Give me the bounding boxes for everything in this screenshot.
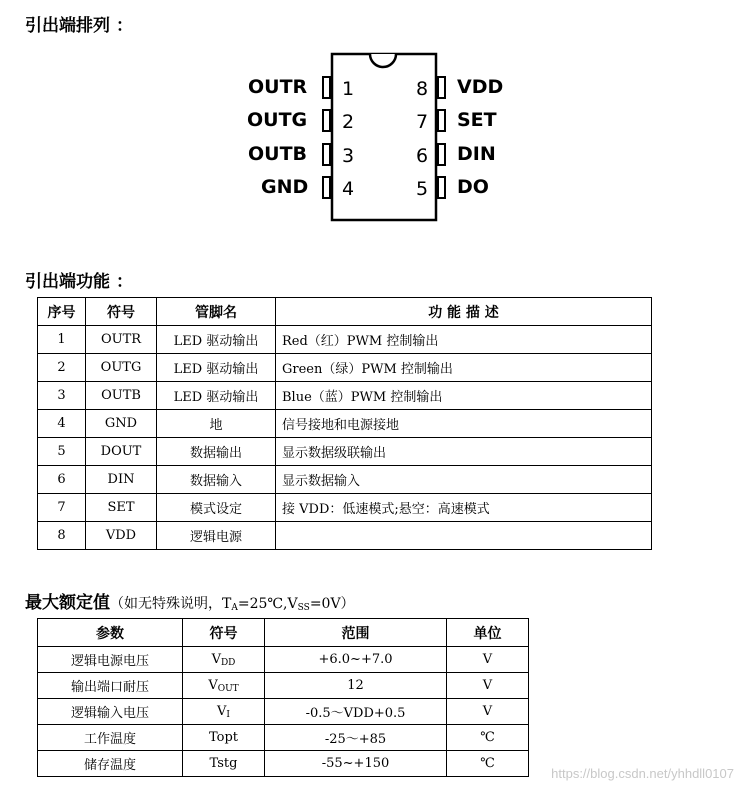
cell-range: +6.0~+7.0 [265,647,447,673]
header-range: 范围 [265,619,447,647]
cell-unit: V [447,647,529,673]
header-parameter: 参数 [38,619,183,647]
header-unit: 单位 [447,619,529,647]
pin-4-name: GND [261,176,309,198]
cell-symbol: OUTG [86,354,157,382]
cell-pin-name: 地 [157,410,276,438]
table-row [38,522,652,550]
cell-pin-name: 数据输出 [157,438,276,466]
table-header-row [38,298,652,326]
pin-5-lead [438,177,445,198]
table-row [38,354,652,382]
pin-1-lead [323,77,330,98]
cell-index: 3 [38,382,86,410]
cell-range: -55~+150 [265,751,447,777]
pin-5-number: 5 [416,178,429,200]
table-row [38,382,652,410]
table-row [38,326,652,354]
table-row [38,466,652,494]
watermark-url: https://blog.csdn.net/yhhdll0107 [551,766,734,781]
pin-7-number: 7 [416,111,429,133]
cell-unit: V [447,699,529,725]
header-description: 功 能 描 述 [276,298,652,326]
table-row [38,725,529,751]
cell-symbol: OUTB [86,382,157,410]
pin-8-lead [438,77,445,98]
cell-parameter: 输出端口耐压 [38,673,183,699]
pin-3-name: OUTB [248,143,308,165]
cell-symbol: $V_{DD}$ [183,647,265,673]
cell-description: 信号接地和电源接地 [276,410,652,438]
pin-8-number: 8 [416,78,429,100]
table-header-row [38,619,529,647]
cell-index: 7 [38,494,86,522]
cell-index: 4 [38,410,86,438]
cell-symbol: $V_I$ [183,699,265,725]
cell-unit: ℃ [447,751,529,777]
pin-3-number: 3 [342,145,355,167]
cell-unit: V [447,673,529,699]
header-index: 序号 [38,298,86,326]
header-symbol: 符号 [86,298,157,326]
pin-6-name: DIN [457,143,496,165]
cell-pin-name: 逻辑电源 [157,522,276,550]
cell-range: -25～+85 [265,725,447,751]
cell-parameter: 储存温度 [38,751,183,777]
pin-1-name: OUTR [248,76,308,98]
function-heading: 引出端功能 ： [25,272,133,292]
table-row [38,438,652,466]
cell-description: 接 VDD：低速模式;悬空：高速模式 [276,494,652,522]
cell-symbol: VDD [86,522,157,550]
cell-pin-name: 数据输入 [157,466,276,494]
pin-7-name: SET [457,109,497,131]
cell-range: -0.5～VDD+0.5 [265,699,447,725]
cell-pin-name: LED 驱动输出 [157,326,276,354]
cell-range: 12 [265,673,447,699]
table-row [38,751,529,777]
pin-5-name: DO [457,176,489,198]
pin-4-number: 4 [342,178,355,200]
header-pin-name: 管脚名 [157,298,276,326]
cell-symbol: DOUT [86,438,157,466]
pinout-heading: 引出端排列 ： [25,16,133,36]
cell-pin-name: LED 驱动输出 [157,382,276,410]
table-row [38,494,652,522]
pin-6-lead [438,144,445,165]
cell-pin-name: 模式设定 [157,494,276,522]
cell-index: 8 [38,522,86,550]
cell-index: 2 [38,354,86,382]
pin-3-lead [323,144,330,165]
cell-description: Green（绿）PWM 控制输出 [276,354,652,382]
pin-2-number: 2 [342,111,355,133]
cell-index: 5 [38,438,86,466]
cell-parameter: 逻辑输入电压 [38,699,183,725]
cell-parameter: 逻辑电源电压 [38,647,183,673]
pin-4-lead [323,177,330,198]
pin-7-lead [438,110,445,131]
ratings-title: 最大额定值（如无特殊说明，$T_A=25℃,V_{SS}=0V$） [25,593,355,613]
cell-symbol: SET [86,494,157,522]
table-row [38,410,652,438]
max-ratings-table [37,618,529,777]
cell-index: 1 [38,326,86,354]
cell-description: 显示数据级联输出 [276,438,652,466]
pin-2-name: OUTG [247,109,308,131]
header-symbol: 符号 [183,619,265,647]
pin-1-number: 1 [342,78,355,100]
cell-description [276,522,652,550]
cell-symbol: $V_{OUT}$ [183,673,265,699]
cell-index: 6 [38,466,86,494]
chip-pinout-diagram [245,52,515,227]
table-row [38,673,529,699]
cell-symbol: Tstg [183,751,265,777]
pin-function-table [37,297,652,550]
cell-symbol: DIN [86,466,157,494]
cell-symbol: Topt [183,725,265,751]
cell-description: Red（红）PWM 控制输出 [276,326,652,354]
table-row [38,699,529,725]
cell-unit: ℃ [447,725,529,751]
pin-8-name: VDD [457,76,504,98]
cell-pin-name: LED 驱动输出 [157,354,276,382]
cell-parameter: 工作温度 [38,725,183,751]
cell-symbol: GND [86,410,157,438]
pin-2-lead [323,110,330,131]
cell-description: 显示数据输入 [276,466,652,494]
cell-symbol: OUTR [86,326,157,354]
pin-6-number: 6 [416,145,429,167]
cell-description: Blue（蓝）PWM 控制输出 [276,382,652,410]
table-row [38,647,529,673]
